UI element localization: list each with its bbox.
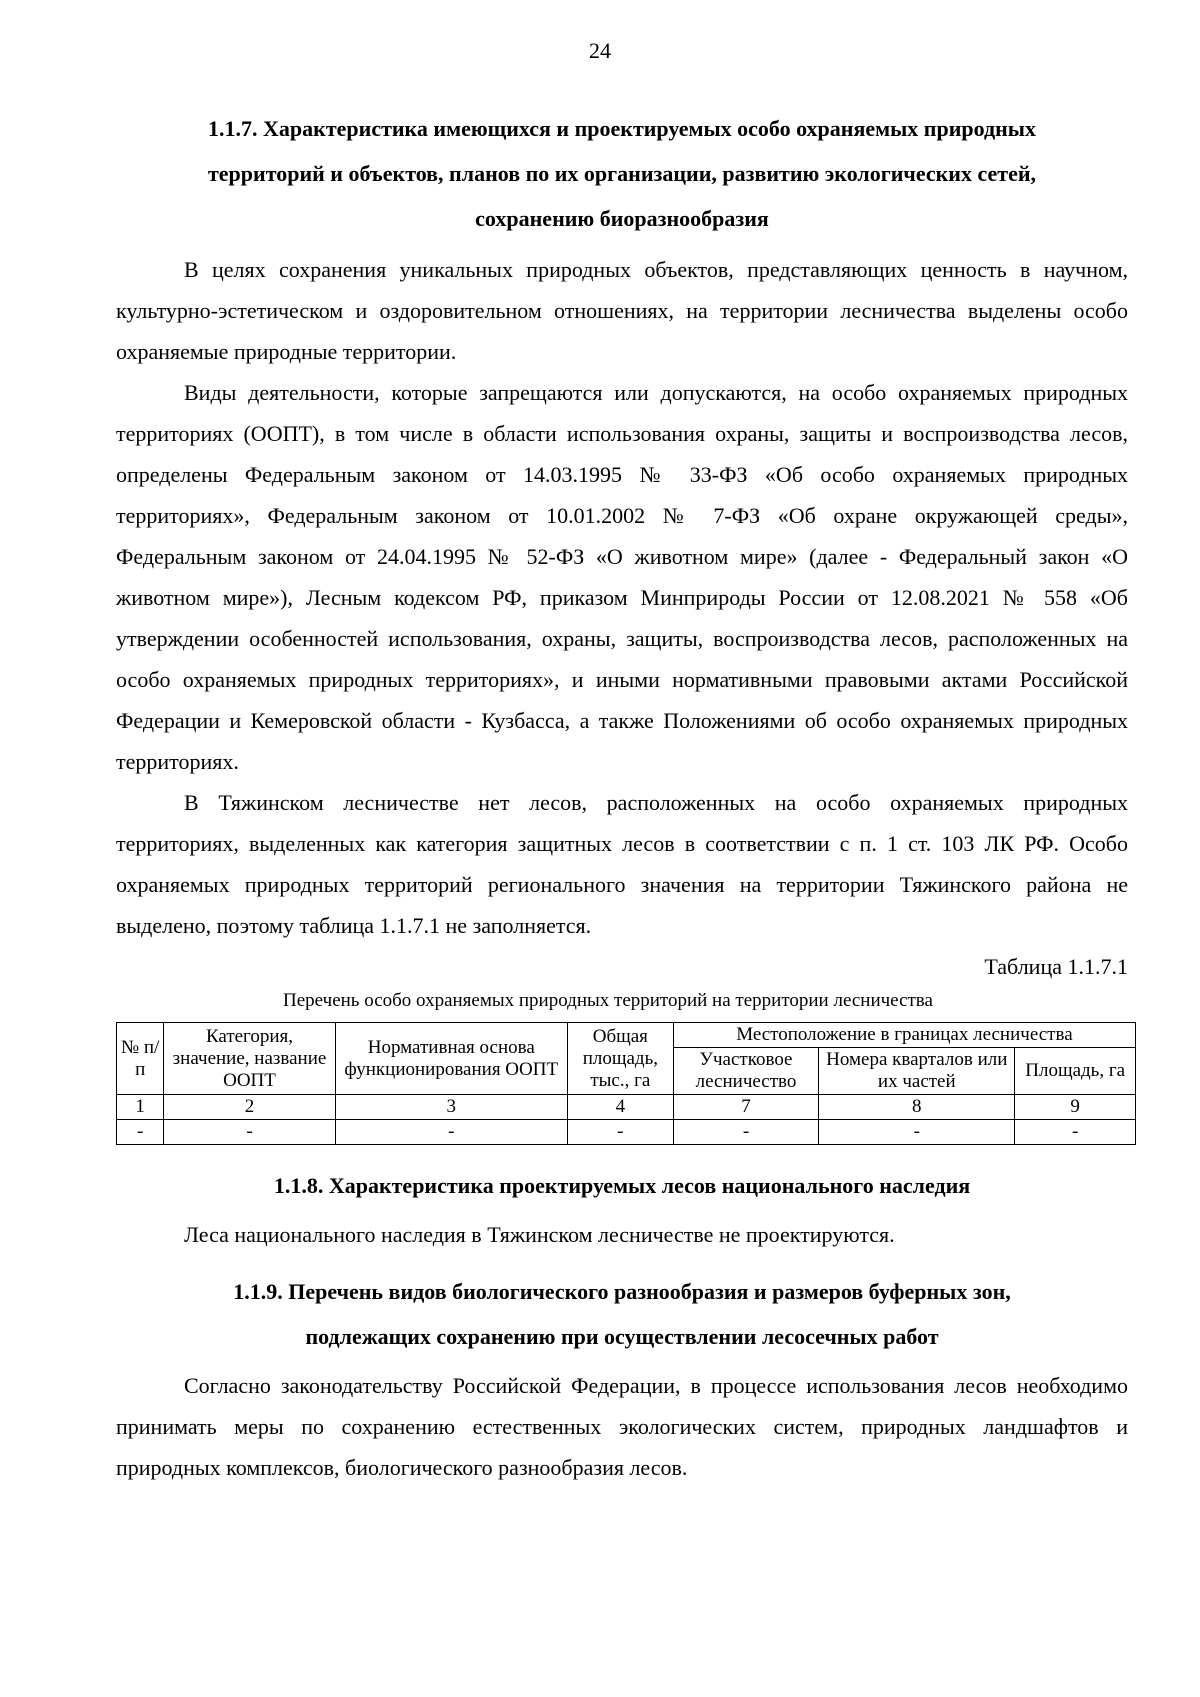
header-legal-basis: Нормативная основа функционирования ООПТ [335,1023,567,1095]
table-label: Таблица 1.1.7.1 [984,954,1128,979]
table-cell: - [819,1120,1015,1145]
table-cell: - [335,1120,567,1145]
heading-line: подлежащих сохранению при осуществлении лесосечных работ [305,1324,939,1349]
paragraph-legal-basis: Виды деятельности, которые запрещаются или допускаются, на особо охраняемых природных территориях (ООПТ), в том числе в области использования охраны, защиты и воспроизводства лесов, определены Федеральным законом от 14.03.1995 № 33-ФЗ «Об особо охраняемых природных территориях», Федеральным законом от 10.01.2002 № 7-ФЗ «Об охране окружающей среды», Федеральным законом от 24.04.1995 № 52-ФЗ «О животном мире» (далее - Федеральный закон «О животном мире»), Лесным кодексом РФ, приказом Минприроды России от 12.08.2021 № 558 «Об утверждении особенностей использования, охраны, защиты, воспроизводства лесов, расположенных на особо охраняемых природных территориях», и иными нормативными правовыми актами Российской Федерации и Кемеровской области - Кузбасса, а также Положениями об особо охраняемых природных территориях. [116,380,1128,774]
heading-line: сохранению биоразнообразия [475,206,769,231]
header-num: № п/п [117,1023,164,1095]
table-cell: - [1015,1120,1136,1145]
column-numbers-row [117,1095,1136,1120]
header-location: Местоположение в границах лесничества [673,1023,1135,1048]
document-body [116,106,1128,1488]
table-cell: - [567,1120,673,1145]
paragraph-tyazhin-forestry: В Тяжинском лесничестве нет лесов, расположенных на особо охраняемых природных территориях, выделенных как категория защитных лесов в соответствии с п. 1 ст. 103 ЛК РФ. Особо охраняемых природных территорий регионального значения на территории Тяжинского района не выделено, поэтому таблица 1.1.7.1 не заполняется. [116,790,1128,938]
table-row [117,1120,1136,1145]
table-cell: - [117,1120,164,1145]
heading-line: территорий и объектов, планов по их организации, развитию экологических сетей, [207,161,1037,186]
paragraph-biodiversity: Согласно законодательству Российской Федерации, в процессе использования лесов необходимо принимать меры по сохранению естественных экологических систем, природных ландшафтов и природных комплексов, биологического разнообразия лесов. [116,1373,1128,1480]
column-number: 8 [819,1095,1015,1120]
table-caption: Перечень особо охраняемых природных территорий на территории лесничества [283,990,933,1011]
table-cell: - [673,1120,818,1145]
section-1-1-8-heading: 1.1.8. Характеристика проектируемых лесов национального наследия [273,1173,971,1198]
paragraph-oopt-purpose: В целях сохранения уникальных природных объектов, представляющих ценность в научном, культурно-эстетическом и оздоровительном отношениях, на территории лесничества выделены особо охраняемые природные территории. [116,257,1128,364]
header-district-forestry: Участковое лесничество [673,1048,818,1095]
header-category: Категория, значение, название ООПТ [164,1023,335,1095]
heading-line: 1.1.9. Перечень видов биологического разнообразия и размеров буферных зон, [233,1279,1011,1304]
header-area: Площадь, га [1015,1048,1136,1095]
header-quarters: Номера кварталов или их частей [819,1048,1015,1095]
section-1-1-7-heading [116,106,1128,241]
column-number: 3 [335,1095,567,1120]
section-1-1-9-heading [116,1269,1128,1359]
page-number: 24 [589,38,611,63]
table-cell: - [164,1120,335,1145]
oopt-table [116,1022,1136,1145]
heading-line: 1.1.7. Характеристика имеющихся и проектируемых особо охраняемых природных [208,116,1036,141]
column-number: 1 [117,1095,164,1120]
column-number: 4 [567,1095,673,1120]
column-number: 7 [673,1095,818,1120]
header-area-total: Общая площадь, тыс., га [567,1023,673,1095]
paragraph-national-heritage: Леса национального наследия в Тяжинском лесничестве не проектируются. [184,1222,895,1247]
column-number: 2 [164,1095,335,1120]
column-number: 9 [1015,1095,1136,1120]
